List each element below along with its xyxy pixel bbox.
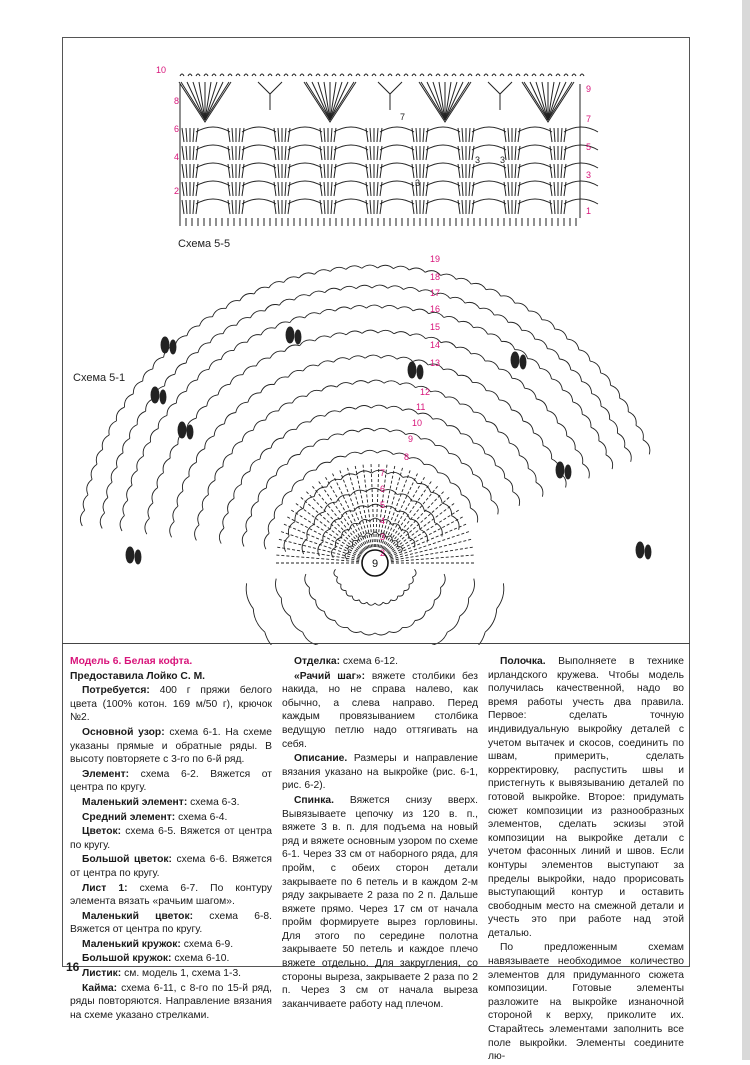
strip-row-number-left: 4	[174, 152, 180, 162]
c1-paragraph	[70, 811, 272, 825]
round-number: 5	[380, 500, 386, 510]
round-number: 18	[430, 272, 441, 282]
round-number: 9	[408, 434, 414, 444]
strip-motif-count: 3	[500, 155, 506, 165]
column-1-paragraphs	[70, 684, 272, 1022]
strip-row-number-right: 1	[586, 206, 592, 216]
diagram-center-number: 9	[371, 558, 379, 570]
round-number: 17	[430, 288, 441, 298]
strip-motif-count: 3	[415, 178, 421, 188]
c1-paragraph	[70, 982, 272, 1023]
paragraph-text: Размеры и направление вязания указано на выкройке (рис. 6-1, рис. 6-2).	[282, 753, 478, 792]
section-divider	[62, 643, 690, 644]
column-2	[282, 655, 478, 1012]
strip-motif-count: 3	[475, 155, 481, 165]
column-3-paragraphs	[488, 655, 684, 1064]
paragraph-text: схема 6-1. На схеме указаны прямые и обратные ряды. В высоту повторяете с 3-го по 6-й ряд.	[70, 726, 272, 766]
strip-row-number-left: 8	[174, 96, 180, 106]
paragraph-keyword: Большой кружок:	[82, 953, 172, 965]
paragraph-text: схема 6-3.	[187, 796, 240, 808]
c3-paragraph	[488, 941, 684, 1063]
strip-row-number-left: 6	[174, 124, 180, 134]
paragraph-text: схема 6-2. Вяжется от центра по кругу.	[70, 768, 272, 794]
round-diagram	[80, 265, 651, 645]
c1-paragraph	[70, 967, 272, 981]
round-number: 16	[430, 304, 441, 314]
paragraph-keyword: «Рачий шаг»:	[294, 670, 366, 682]
c1-paragraph	[70, 952, 272, 966]
paragraph-text: схема 6-4.	[175, 811, 228, 823]
c2-paragraph	[282, 670, 478, 752]
c1-paragraph	[70, 825, 272, 852]
paragraph-text: По предложенным схемам навязываете необходимое количество элементов для придуманного сюжета композиции. Готовые элементы разложите на выкройке изнаночной стороной к верху, приколите их. Старайтесь элементами заполнить все поле выкройки. Элементы соедините лю-	[488, 942, 684, 1063]
column-3	[488, 655, 684, 1065]
strip-row-number-right: 7	[586, 114, 592, 124]
schema-5-5-caption: Схема 5-5	[178, 238, 231, 250]
article-title: Модель 6. Белая кофта.	[70, 656, 193, 667]
schema-5-1-caption: Схема 5-1	[73, 372, 126, 384]
paragraph-keyword: Элемент:	[82, 768, 130, 780]
round-number: 10	[412, 418, 423, 428]
c1-paragraph	[70, 796, 272, 810]
paragraph-keyword: Отделка:	[294, 656, 341, 667]
c1-paragraph	[70, 853, 272, 880]
paragraph-text: схема 6-11, с 8-го по 15-й ряд, ряды повторяются. Направление вязания на схеме указано стрелками.	[70, 982, 272, 1021]
paragraph-text: схема 6-6. Вяжется от центра по кругу.	[70, 854, 273, 879]
c2-paragraph	[282, 794, 478, 1012]
strip-motif-count: 7	[400, 112, 406, 122]
round-number: 7	[380, 468, 386, 478]
paragraph-text: схема 6-12.	[340, 656, 398, 667]
paragraph-text: 400 г пряжи белого цвета (100% котон. 169 м/50 г), крючок №2.	[70, 685, 272, 724]
c1-paragraph	[70, 684, 272, 725]
round-number: 12	[420, 387, 431, 397]
round-number: 11	[416, 402, 426, 412]
page-number: 16	[66, 960, 80, 974]
column-2-paragraphs	[282, 655, 478, 1011]
strip-row-number-right: 9	[586, 84, 592, 94]
paragraph-text: схема 6-10.	[171, 953, 230, 965]
round-number: 15	[430, 322, 441, 332]
paragraph-text: схема 6-9.	[180, 938, 234, 950]
paragraph-keyword: Спинка.	[294, 794, 334, 806]
paragraph-keyword: Описание.	[294, 753, 348, 765]
c1-paragraph	[70, 910, 272, 937]
paragraph-keyword: Кайма:	[82, 982, 118, 994]
paragraph-text: схема 6-8. Вяжется от центра по кругу.	[70, 910, 272, 936]
c2-paragraph	[282, 752, 478, 793]
c1-paragraph	[70, 882, 272, 909]
round-number: 14	[430, 340, 441, 350]
paragraph-keyword: Маленький элемент:	[82, 796, 188, 808]
paragraph-text: схема 6-5. Вяжется от центра по кругу.	[70, 826, 272, 851]
strip-row-number-left: 10	[156, 65, 167, 75]
strip-row-number-right: 5	[586, 142, 592, 152]
paragraph-keyword: Средний элемент:	[82, 811, 176, 823]
paragraph-keyword: Цветок:	[82, 826, 122, 838]
c1-paragraph	[70, 768, 272, 795]
paragraph-keyword: Листик:	[82, 968, 122, 980]
paragraph-keyword: Основной узор:	[82, 726, 165, 738]
column-1	[70, 655, 272, 1023]
paragraph-text: Выполняете в технике ирландского кружева. Чтобы модель получилась качественной, надо во время работы учесть два правила. Первое: сделать точную индивидуальную выкройку деталей с учетом вытачек и скосов, соединить по швам, примерить, сделать корректировку, распустить швы и пристегнуть к вывязыванию деталей по готовой выкройке. Второе: придумать сюжет композиции из разнообразных элементов, сделать эскизы этой композиции на выкройке детали с учетом фасонных линий и швов. Если контуры элементов выступают за пределы выкройки, надо прорисовать выступающий контур и оставить свободным место на смежной детали и учесть это при работе над этой деталью.	[488, 656, 684, 939]
c1-paragraph	[70, 726, 272, 767]
strip-diagram	[179, 74, 598, 226]
strip-row-number-left: 2	[174, 186, 180, 196]
round-number: 19	[430, 254, 441, 264]
round-number: 2	[380, 548, 386, 558]
round-number: 4	[380, 516, 386, 526]
c2-paragraph	[282, 655, 478, 669]
paragraph-keyword: Лист 1:	[82, 882, 128, 894]
paragraph-text: Вяжется снизу вверх. Вывязываете цепочку из 120 в. п., вяжете 3 в. п. для подъема на новый ряд и вяжете основным узором по схеме 6-1. Через 33 см от наборного ряда, для пройм, с обеих сторон детали закрываете по 6 петель и в каждом 2-м ряду закрываете 2 раза по 2 п. Дальше вяжете прямо. Через 17 см от начала пройм формируете вырез горловины. Для этого по середине полотна закрываете 50 петель и каждое плечо вяжете отдельно. Для закругления, со стороны выреза, закрываете 2 раза по 2 п. Через 3 см от начала выреза заканчиваете работу над плечом.	[282, 794, 478, 1010]
paragraph-keyword: Большой цветок:	[82, 854, 172, 866]
paragraph-keyword: Маленький кружок:	[82, 938, 181, 950]
paragraph-keyword: Маленький цветок:	[82, 910, 194, 922]
paragraph-text: см. модель 1, схема 1-3.	[121, 968, 242, 980]
round-number: 3	[380, 532, 386, 542]
c3-paragraph	[488, 655, 684, 940]
strip-row-number-right: 3	[586, 170, 592, 180]
round-number: 13	[430, 358, 441, 368]
paragraph-keyword: Потребуется:	[82, 685, 150, 697]
round-number: 6	[380, 484, 386, 494]
c1-paragraph	[70, 938, 272, 952]
article-author: Предоставила Лойко С. М.	[70, 670, 206, 682]
round-number: 8	[404, 452, 410, 462]
paragraph-text: схема 6-7. По контуру элемента вязать «рачьим шагом».	[70, 882, 273, 908]
paragraph-text: вяжете столбики без накида, но не справа налево, как обычно, а слева направо. Перед каждым провязыванием столбика ведущую петлю надо оттягивать на себя.	[282, 670, 479, 750]
strip-motif-count: 7	[545, 112, 551, 122]
paragraph-keyword: Полочка.	[500, 656, 546, 667]
